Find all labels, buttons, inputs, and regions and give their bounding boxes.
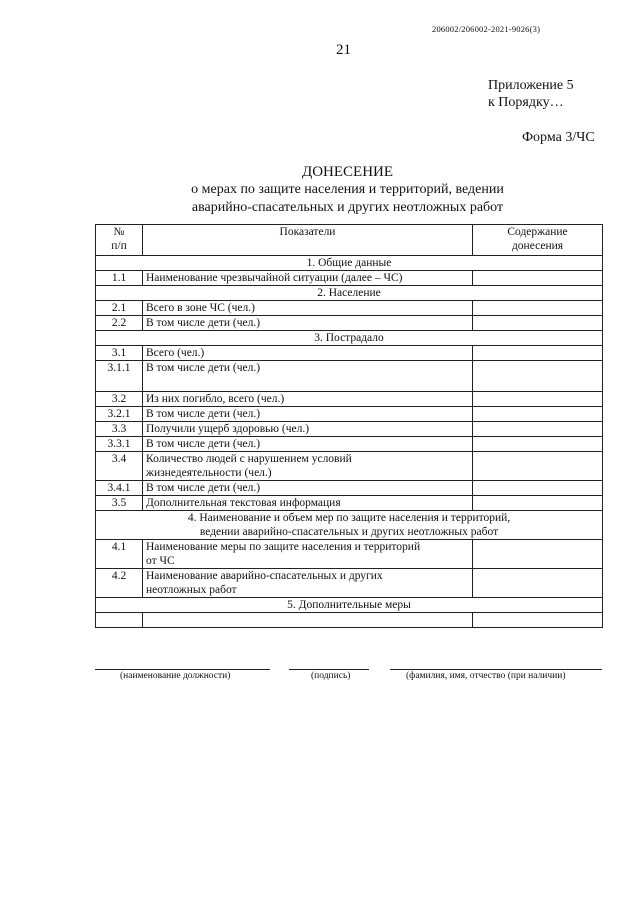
row-label: Наименование чрезвычайной ситуации (далее – ЧС) bbox=[143, 271, 473, 286]
section-measures bbox=[96, 511, 603, 540]
row-number: 4.1 bbox=[96, 540, 143, 569]
section-row bbox=[96, 286, 603, 301]
row-number bbox=[96, 613, 143, 628]
row-label bbox=[143, 452, 473, 481]
table-row bbox=[96, 496, 603, 511]
title-line-3: аварийно-спасательных и других неотложных работ bbox=[191, 200, 504, 215]
table-row bbox=[96, 407, 603, 422]
table-row bbox=[96, 569, 603, 598]
row-label bbox=[143, 569, 473, 598]
row-value-cell[interactable] bbox=[473, 496, 603, 511]
column-number-header bbox=[96, 225, 143, 256]
column-content-label-1: Содержание bbox=[507, 226, 568, 238]
table-row bbox=[96, 437, 603, 452]
row-label: В том числе дети (чел.) bbox=[143, 437, 473, 452]
title-main: ДОНЕСЕНИЕ bbox=[301, 164, 394, 180]
section-row bbox=[96, 511, 603, 540]
position-caption: (наименование должности) bbox=[120, 671, 231, 681]
section-additional-measures: 5. Дополнительные меры bbox=[96, 598, 603, 613]
row-number: 3.2.1 bbox=[96, 407, 143, 422]
row-number: 3.1.1 bbox=[96, 361, 143, 392]
column-content-label-2: донесения bbox=[511, 240, 564, 252]
row-number: 4.2 bbox=[96, 569, 143, 598]
row-value-cell[interactable] bbox=[473, 452, 603, 481]
row-number: 2.1 bbox=[96, 301, 143, 316]
row-value-cell[interactable] bbox=[473, 271, 603, 286]
section-injured: 3. Пострадало bbox=[96, 331, 603, 346]
report-title bbox=[95, 163, 600, 217]
row-number: 3.4.1 bbox=[96, 481, 143, 496]
row-number: 2.2 bbox=[96, 316, 143, 331]
title-line-2: о мерах по защите населения и территорий, ведении bbox=[191, 182, 504, 197]
section-row bbox=[96, 256, 603, 271]
row-number: 3.1 bbox=[96, 346, 143, 361]
column-number-label-2: п/п bbox=[111, 240, 127, 252]
row-number: 3.3 bbox=[96, 422, 143, 437]
row-value-cell[interactable] bbox=[473, 437, 603, 452]
table-row bbox=[96, 540, 603, 569]
row-label bbox=[143, 540, 473, 569]
row-number: 3.5 bbox=[96, 496, 143, 511]
row-label: Дополнительная текстовая информация bbox=[143, 496, 473, 511]
row-label-line-1: Наименование меры по защите населения и территорий bbox=[146, 541, 421, 553]
section-measures-line-2: ведении аварийно-спасательных и других неотложных работ bbox=[199, 526, 499, 538]
form-label: Форма 3/ЧС bbox=[522, 130, 595, 145]
table-row bbox=[96, 392, 603, 407]
row-label-line-1: Наименование аварийно-спасательных и других bbox=[146, 570, 383, 582]
table-row bbox=[96, 452, 603, 481]
row-number: 3.3.1 bbox=[96, 437, 143, 452]
row-label: Всего (чел.) bbox=[143, 346, 473, 361]
section-measures-line-1: 4. Наименование и объем мер по защите населения и территорий, bbox=[187, 512, 511, 524]
table-row bbox=[96, 422, 603, 437]
table-row bbox=[96, 271, 603, 286]
signature-line[interactable] bbox=[289, 669, 369, 670]
table-row bbox=[96, 346, 603, 361]
row-value-cell[interactable] bbox=[473, 361, 603, 392]
row-label-line-2: от ЧС bbox=[146, 555, 175, 567]
section-row bbox=[96, 598, 603, 613]
row-number: 3.4 bbox=[96, 452, 143, 481]
table-row bbox=[96, 613, 603, 628]
table-row bbox=[96, 301, 603, 316]
document-id: 206002/206002-2021-9026(3) bbox=[432, 24, 541, 34]
row-label-line-2: неотложных работ bbox=[146, 584, 237, 596]
row-value-cell[interactable] bbox=[473, 301, 603, 316]
table-row bbox=[96, 481, 603, 496]
row-label: Получили ущерб здоровью (чел.) bbox=[143, 422, 473, 437]
row-label: В том числе дети (чел.) bbox=[143, 316, 473, 331]
appendix-line-1: Приложение 5 bbox=[488, 78, 574, 93]
column-number-label-1: № bbox=[113, 226, 125, 238]
row-label: В том числе дети (чел.) bbox=[143, 481, 473, 496]
row-number: 3.2 bbox=[96, 392, 143, 407]
row-value-cell[interactable] bbox=[473, 569, 603, 598]
row-label: В том числе дети (чел.) bbox=[143, 361, 473, 392]
appendix-line-2: к Порядку… bbox=[488, 95, 564, 110]
appendix-reference bbox=[488, 77, 574, 111]
row-value-cell[interactable] bbox=[473, 392, 603, 407]
row-label[interactable] bbox=[143, 613, 473, 628]
column-content-header bbox=[473, 225, 603, 256]
row-value-cell[interactable] bbox=[473, 346, 603, 361]
row-label: Всего в зоне ЧС (чел.) bbox=[143, 301, 473, 316]
row-value-cell[interactable] bbox=[473, 540, 603, 569]
table-header-row bbox=[96, 225, 603, 256]
row-number: 1.1 bbox=[96, 271, 143, 286]
row-value-cell[interactable] bbox=[473, 481, 603, 496]
row-value-cell[interactable] bbox=[473, 613, 603, 628]
column-indicators-header: Показатели bbox=[143, 225, 473, 256]
section-general: 1. Общие данные bbox=[96, 256, 603, 271]
full-name-signature-line[interactable] bbox=[390, 669, 602, 670]
row-value-cell[interactable] bbox=[473, 422, 603, 437]
row-label-line-1: Количество людей с нарушением условий bbox=[146, 453, 352, 465]
table-row bbox=[96, 316, 603, 331]
signature-caption: (подпись) bbox=[311, 671, 351, 681]
report-table bbox=[95, 224, 603, 628]
position-signature-line[interactable] bbox=[95, 669, 270, 670]
row-label: Из них погибло, всего (чел.) bbox=[143, 392, 473, 407]
section-population: 2. Население bbox=[96, 286, 603, 301]
row-value-cell[interactable] bbox=[473, 316, 603, 331]
row-label-line-2: жизнедеятельности (чел.) bbox=[146, 467, 272, 479]
page-number: 21 bbox=[336, 42, 351, 58]
row-value-cell[interactable] bbox=[473, 407, 603, 422]
section-row bbox=[96, 331, 603, 346]
full-name-caption: (фамилия, имя, отчество (при наличии) bbox=[406, 671, 566, 681]
row-label: В том числе дети (чел.) bbox=[143, 407, 473, 422]
table-row bbox=[96, 361, 603, 392]
